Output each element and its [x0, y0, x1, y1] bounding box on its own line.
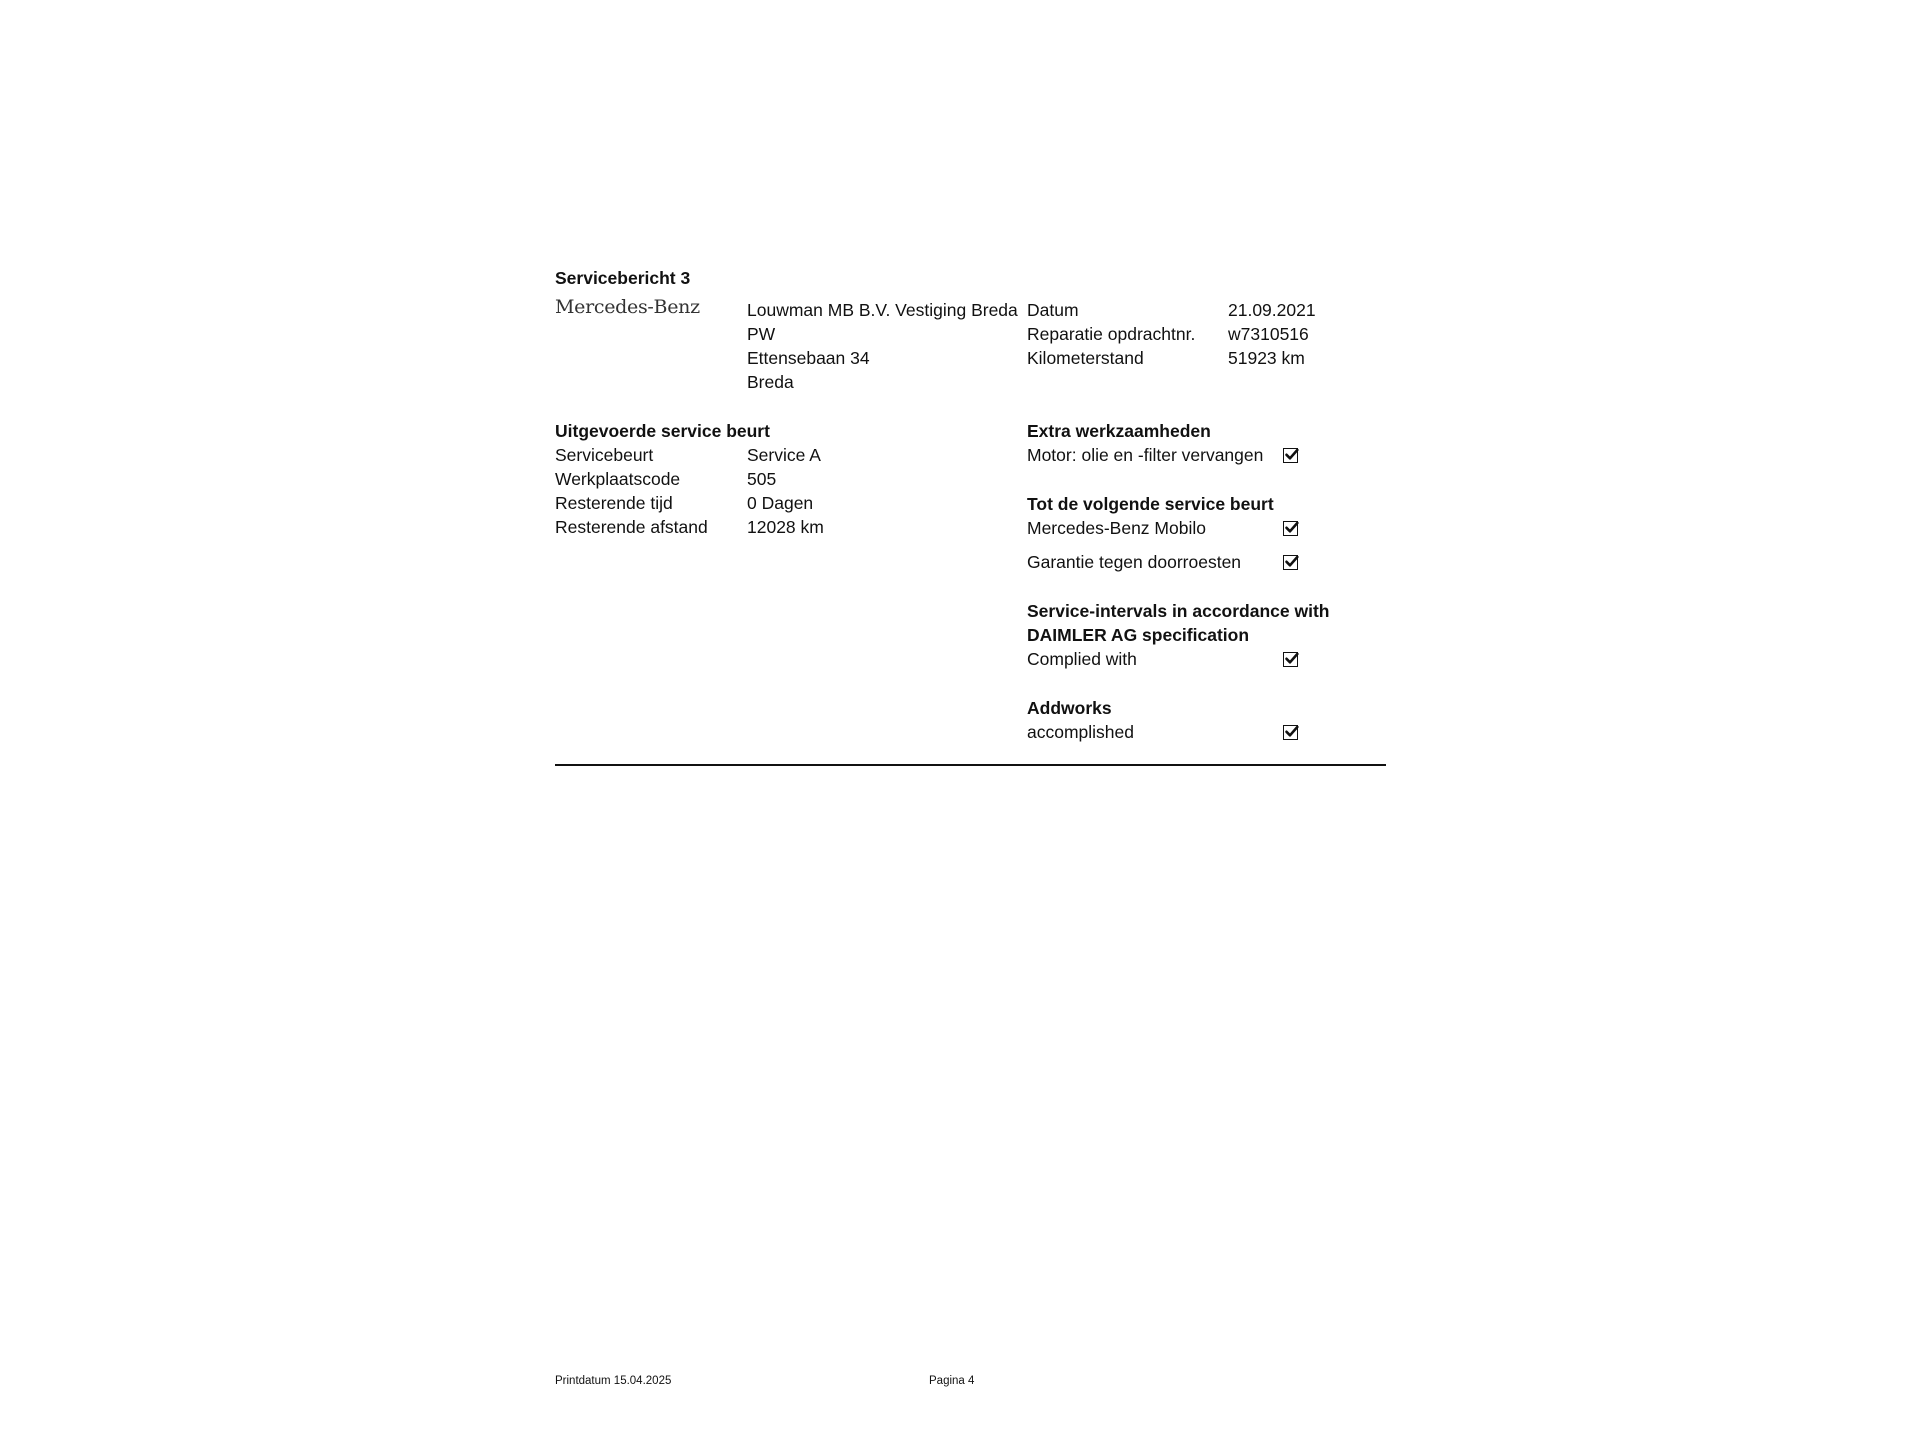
service-row-label: Servicebeurt	[555, 445, 654, 465]
footer-printdate: Printdatum 15.04.2025	[555, 1375, 672, 1387]
section-divider	[555, 764, 1386, 766]
extra-work-item: Motor: olie en -filter vervangen	[1027, 445, 1264, 465]
checkmark-icon	[1283, 553, 1300, 570]
dealer-line-2: PW	[747, 324, 776, 344]
order-number-value: w7310516	[1228, 324, 1309, 344]
extra-work-checkbox[interactable]	[1283, 448, 1298, 463]
service-row-value: 505	[747, 469, 777, 489]
next-service-heading: Tot de volgende service beurt	[1027, 494, 1274, 514]
addworks-heading: Addworks	[1027, 698, 1112, 718]
dealer-name: Louwman MB B.V. Vestiging Breda	[747, 300, 1018, 320]
service-row-label: Werkplaatscode	[555, 469, 681, 489]
checkmark-icon	[1283, 650, 1300, 667]
intervals-heading-line-1: Service-intervals in accordance with	[1027, 601, 1330, 621]
brand-logo-text: Mercedes-Benz	[555, 296, 700, 318]
document-title: Servicebericht 3	[555, 268, 691, 288]
checkmark-icon	[1283, 723, 1300, 740]
service-row-value: Service A	[747, 445, 821, 465]
date-label: Datum	[1027, 300, 1079, 320]
intervals-item: Complied with	[1027, 649, 1137, 669]
service-heading: Uitgevoerde service beurt	[555, 421, 770, 441]
intervals-heading-line-2: DAIMLER AG specification	[1027, 625, 1250, 645]
addworks-item: accomplished	[1027, 722, 1134, 742]
service-row-value: 12028 km	[747, 517, 824, 537]
dealer-city: Breda	[747, 372, 794, 392]
extra-work-heading: Extra werkzaamheden	[1027, 421, 1211, 441]
mileage-label: Kilometerstand	[1027, 348, 1144, 368]
mobilo-checkbox[interactable]	[1283, 521, 1298, 536]
service-row-label: Resterende tijd	[555, 493, 673, 513]
order-number-label: Reparatie opdrachtnr.	[1027, 324, 1196, 344]
next-service-item-rust-warranty: Garantie tegen doorroesten	[1027, 552, 1242, 572]
dealer-street: Ettensebaan 34	[747, 348, 870, 368]
checkmark-icon	[1283, 446, 1300, 463]
date-value: 21.09.2021	[1228, 300, 1316, 320]
intervals-checkbox[interactable]	[1283, 652, 1298, 667]
footer-page-number: Pagina 4	[929, 1375, 975, 1387]
service-row-value: 0 Dagen	[747, 493, 814, 513]
next-service-item-mobilo: Mercedes-Benz Mobilo	[1027, 518, 1206, 538]
rust-warranty-checkbox[interactable]	[1283, 555, 1298, 570]
checkmark-icon	[1283, 519, 1300, 536]
mileage-value: 51923 km	[1228, 348, 1305, 368]
service-row-label: Resterende afstand	[555, 517, 708, 537]
addworks-checkbox[interactable]	[1283, 725, 1298, 740]
